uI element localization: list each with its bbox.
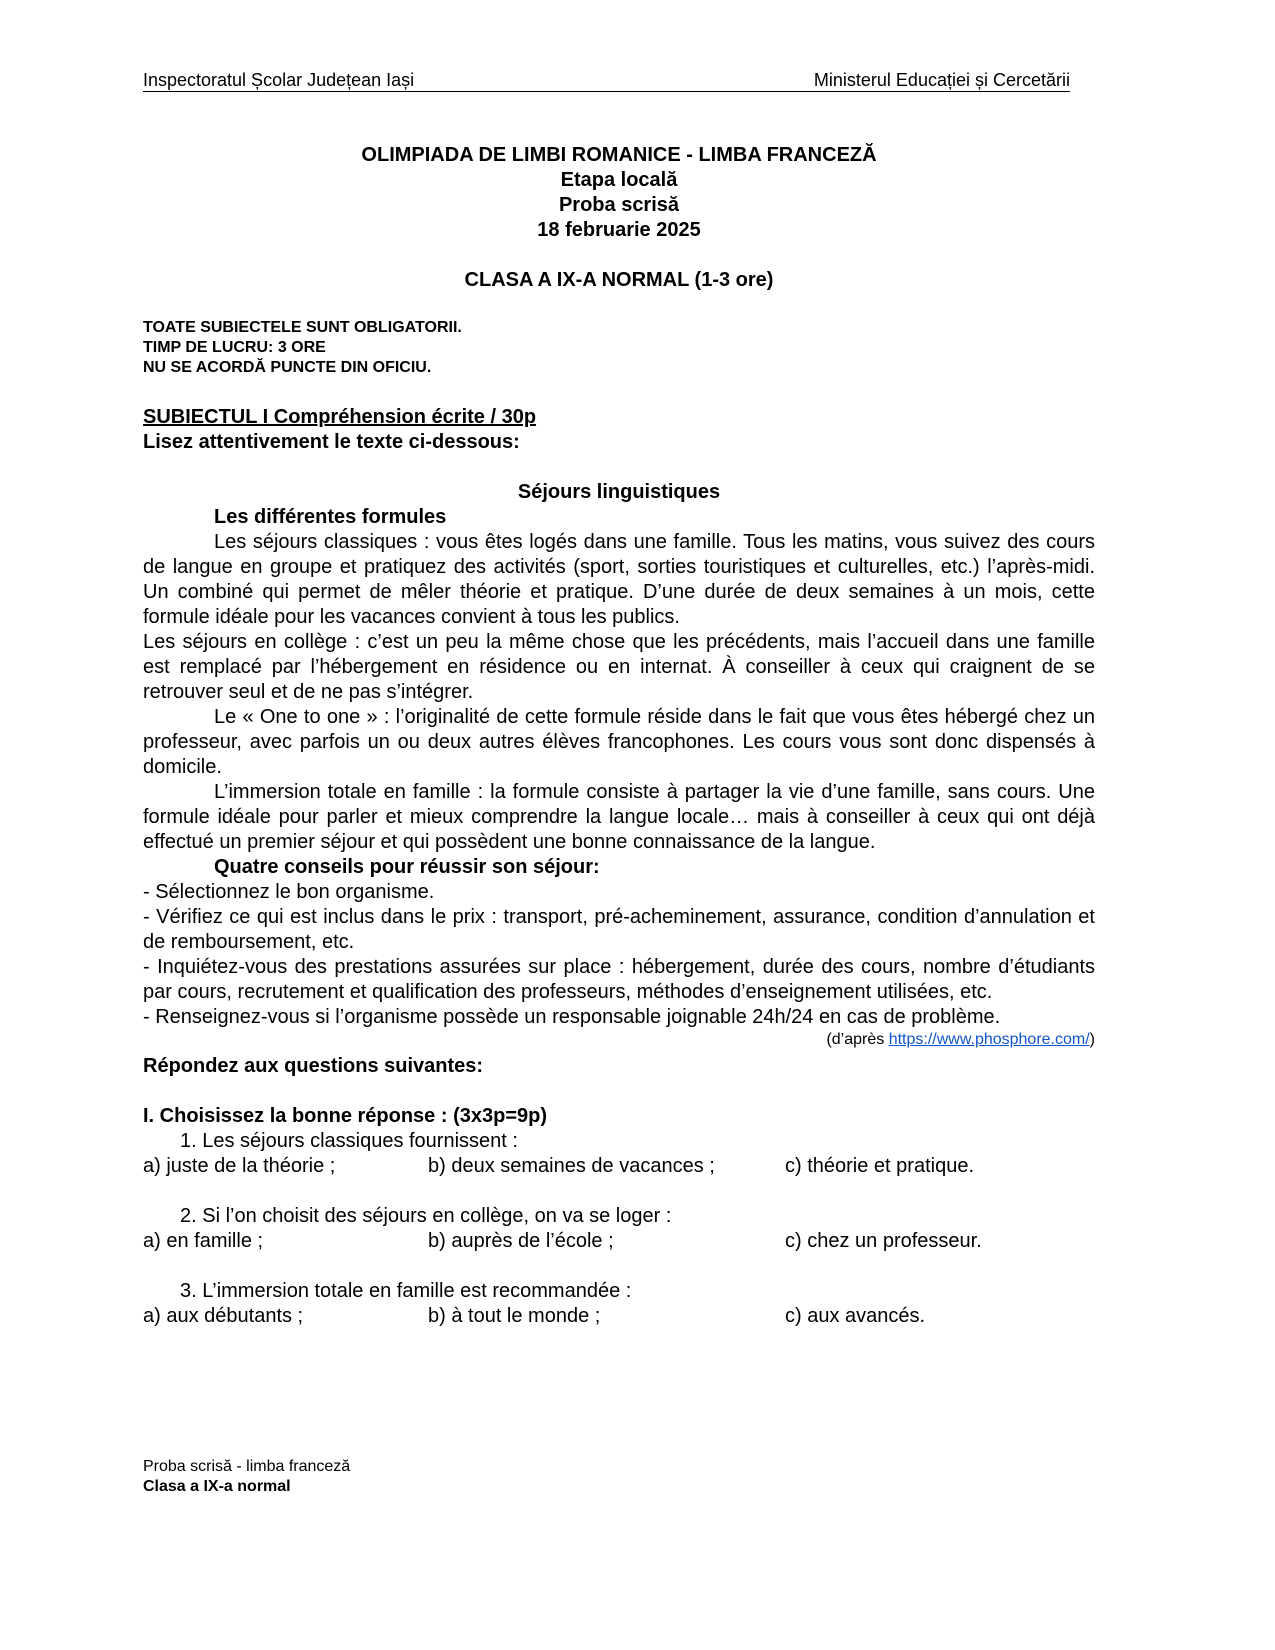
questions-section: I. Choisissez la bonne réponse : (3x3p=9p) <box>143 1105 547 1127</box>
instruction: NU SE ACORDĂ PUNCTE DIN OFICIU. <box>143 359 432 376</box>
page-header <box>143 70 1070 92</box>
question-text: 3. L’immersion totale en famille est recommandée : <box>180 1280 632 1302</box>
tip: - Vérifiez ce qui est inclus dans le prix : transport, pré-acheminement, assurance, condition d’annulation et de remboursement, etc. <box>143 906 1095 953</box>
header-left: Inspectoratul Școlar Județean Iași <box>143 70 415 90</box>
source-prefix: (d’après <box>826 1031 889 1048</box>
instructions <box>143 318 462 378</box>
option-c: c) chez un professeur. <box>785 1230 982 1252</box>
paragraph: Les séjours en collège : c’est un peu la même chose que les précédents, mais l’accueil dans une famille est remplacé par l’hébergement en résidence ou en internat. À conseiller à ceux qui craignent de se retrouver seul et de ne pas s’intégrer. <box>143 631 1095 703</box>
question <box>143 1204 1095 1254</box>
subject-body <box>143 405 1095 1329</box>
instruction: TOATE SUBIECTELE SUNT OBLIGATORII. <box>143 319 462 336</box>
tip: - Renseignez-vous si l’organisme possède un responsable joignable 24h/24 en cas de problème. <box>143 1006 1001 1028</box>
paragraph: Les séjours classiques : vous êtes logés dans une famille. Tous les matins, vous suivez des cours de langue en groupe et pratiquez des activités (sport, sorties touristiques et culturelles, etc.) l’après-midi. Un combiné qui permet de mêler théorie et pratique. D’une durée de deux semaines à un mois, cette formule idéale pour les vacances convient à tous les publics. <box>143 531 1095 628</box>
subject-intro: Lisez attentivement le texte ci-dessous: <box>143 431 520 453</box>
title-date: 18 februarie 2025 <box>537 219 701 241</box>
source-suffix: ) <box>1089 1031 1095 1048</box>
instruction: TIMP DE LUCRU: 3 ORE <box>143 339 326 356</box>
source <box>143 1030 1095 1050</box>
title-test: Proba scrisă <box>558 194 680 216</box>
title-line: OLIMPIADA DE LIMBI ROMANICE - LIMBA FRANCEZĂ <box>361 144 877 166</box>
question <box>143 1279 1095 1329</box>
text-title: Séjours linguistiques <box>517 481 721 503</box>
subject-heading: SUBIECTUL I Compréhension écrite / 30p <box>143 406 537 428</box>
question <box>143 1129 1095 1179</box>
tip: - Sélectionnez le bon organisme. <box>143 881 435 903</box>
title-class: CLASA A IX-A NORMAL (1-3 ore) <box>464 269 774 291</box>
footer-line: Proba scrisă - limba franceză <box>143 1458 351 1475</box>
tips-title: Quatre conseils pour réussir son séjour: <box>214 856 600 878</box>
option-b: b) à tout le monde ; <box>428 1305 601 1327</box>
title-stage: Etapa locală <box>560 169 678 191</box>
text-subtitle: Les différentes formules <box>214 506 447 528</box>
question-text: 1. Les séjours classiques fournissent : <box>180 1130 518 1152</box>
questions-prompt: Répondez aux questions suivantes: <box>143 1055 484 1077</box>
tip: - Inquiétez-vous des prestations assurées sur place : hébergement, durée des cours, nombre d’étudiants par cours, recrutement et qualification des professeurs, méthodes d’enseignement utilisées, etc. <box>143 956 1095 1003</box>
header-right: Ministerul Educației și Cercetării <box>813 70 1070 90</box>
option-b: b) deux semaines de vacances ; <box>428 1155 715 1177</box>
document-title <box>143 143 1095 293</box>
page-footer <box>143 1457 350 1497</box>
option-b: b) auprès de l’école ; <box>428 1230 614 1252</box>
paragraph: Le « One to one » : l’originalité de cette formule réside dans le fait que vous êtes hébergé chez un professeur, avec parfois un ou deux autres élèves francophones. Les cours vous sont donc dispensés à domicile. <box>143 706 1095 778</box>
option-a: a) juste de la théorie ; <box>143 1155 336 1177</box>
question-text: 2. Si l’on choisit des séjours en collège, on va se loger : <box>180 1205 672 1227</box>
paragraph: L’immersion totale en famille : la formule consiste à partager la vie d’une famille, sans cours. Une formule idéale pour parler et mieux comprendre la langue locale… mais à conseiller à ceux qui ont déjà effectué un premier séjour et qui possèdent une bonne connaissance de la langue. <box>143 781 1095 853</box>
option-c: c) théorie et pratique. <box>785 1155 974 1177</box>
footer-class: Clasa a IX-a normal <box>143 1478 291 1495</box>
source-link[interactable]: https://www.phosphore.com/ <box>888 1031 1090 1048</box>
option-c: c) aux avancés. <box>785 1305 926 1327</box>
option-a: a) aux débutants ; <box>143 1305 304 1327</box>
option-a: a) en famille ; <box>143 1230 264 1252</box>
